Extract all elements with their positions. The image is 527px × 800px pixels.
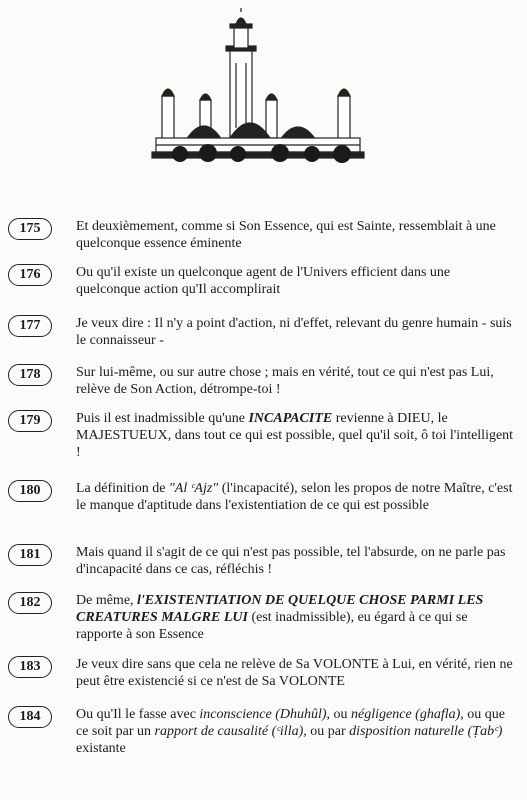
mosque-illustration [150, 8, 370, 168]
verse-number-badge: 180 [8, 480, 52, 502]
verse-number-badge: 175 [8, 218, 52, 240]
verse-text [76, 480, 516, 514]
verse-text [76, 656, 516, 690]
verse-text [76, 264, 516, 298]
verse-text-segment: La définition de [76, 481, 169, 496]
verse-text-segment: existante [76, 741, 126, 756]
verse-text-segment: Et deuxièmement, comme si Son Essence, qui est Sainte, ressemblait à une quelconque essence éminente [76, 219, 496, 251]
verse-text-segment: inconscience (Dhuhûl) [199, 707, 327, 722]
verse-text-segment: Puis il est inadmissible qu'une [76, 411, 249, 426]
verse-text [76, 364, 516, 398]
verse-text-segment: disposition naturelle (Ṭabᶜ) [349, 724, 503, 739]
verse-text-segment: "Al ᶜAjz" [168, 481, 219, 496]
verse-text-segment: Je veux dire sans que cela ne relève de Sa VOLONTE à Lui, en vérité, rien ne peut être existencié si ce n'est de Sa VOLONTE [76, 657, 513, 689]
verse-text-segment: , ou que ce soit par un [76, 707, 506, 739]
verse-number-badge: 182 [8, 592, 52, 614]
verse-text-segment: Ou qu'Il le fasse avec [76, 707, 200, 722]
verse-text-segment: Sur lui-même, ou sur autre chose ; mais en vérité, tout ce qui n'est pas Lui, relève de Son Action, détrompe-toi ! [76, 365, 494, 397]
verse-text [76, 706, 516, 757]
verse-number-badge: 181 [8, 544, 52, 566]
verse-text [76, 592, 516, 643]
verse-text-segment: Ou qu'il existe un quelconque agent de l'Univers efficient dans une quelconque action qu'Il accomplirait [76, 265, 451, 297]
verse-number-badge: 178 [8, 364, 52, 386]
verse-text-segment: , ou [326, 707, 352, 722]
verse-text-segment: rapport de causalité (ᶜilla) [154, 724, 304, 739]
verse-number-badge: 184 [8, 706, 52, 728]
verse-text-segment: INCAPACITE [248, 411, 333, 426]
verse-text-segment: De même, [76, 593, 138, 608]
verse-text-segment: Mais quand il s'agit de ce qui n'est pas possible, tel l'absurde, on ne parle pas d'incapacité dans ce cas, réfléchis ! [76, 545, 506, 577]
verse-text-segment: négligence (ghafla) [351, 707, 461, 722]
verse-text-segment: Je veux dire : Il n'y a point d'action, ni d'effet, relevant du genre humain - suis le connaisseur - [76, 316, 512, 348]
verse-text-segment: l'EXISTENTIATION DE QUELQUE CHOSE PARMI LES CREATURES MALGRE LUI [76, 593, 484, 625]
verse-number-badge: 176 [8, 264, 52, 286]
verse-text [76, 218, 516, 252]
verse-number-badge: 183 [8, 656, 52, 678]
verse-text-segment: (est inadmissible), eu égard à ce qui se rapporte à son Essence [76, 610, 468, 642]
verse-text-segment: revienne à DIEU, le MAJESTUEUX, dans tout ce qui est possible, quel qu'il soit, ô toi l'intelligent ! [76, 411, 514, 460]
verse-text [76, 544, 516, 578]
verse-number-badge: 179 [8, 410, 52, 432]
verse-text-segment: , ou par [303, 724, 350, 739]
verse-text [76, 410, 516, 461]
verse-text [76, 315, 516, 349]
verse-text-segment: (l'incapacité), selon les propos de notre Maître, c'est le manque d'aptitude dans l'existentiation de ce qui est possible [76, 481, 513, 513]
verse-number-badge: 177 [8, 315, 52, 337]
